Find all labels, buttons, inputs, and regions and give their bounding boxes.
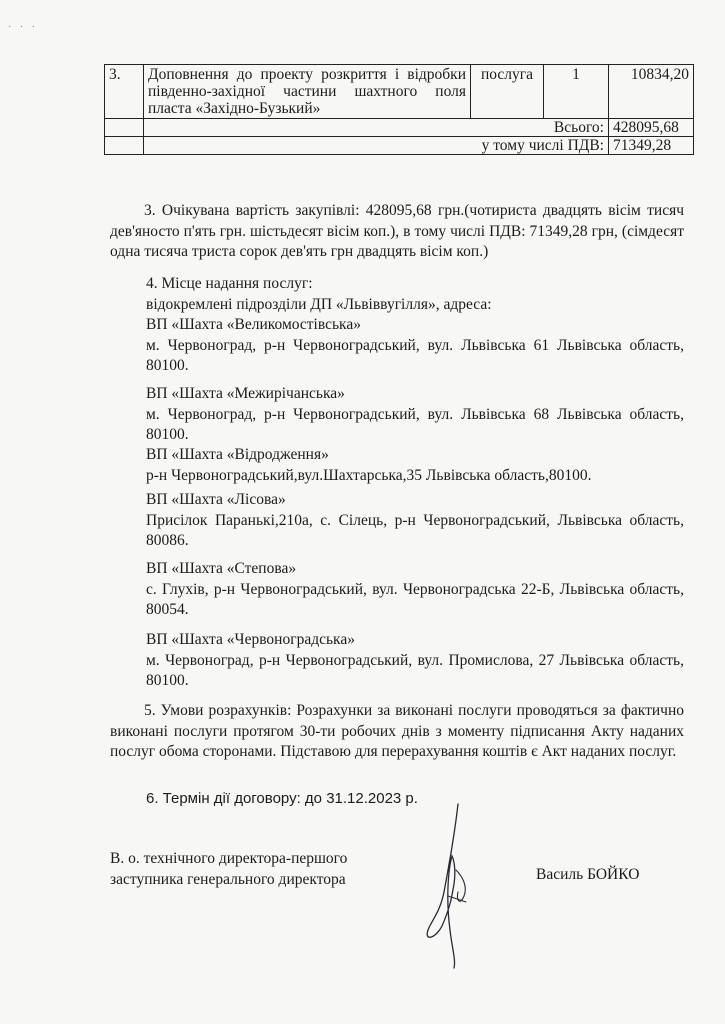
- unit-name: ВП «Шахта «Червоноградська»: [146, 631, 355, 648]
- signatory-title-line-2: заступника генерального директора: [110, 871, 346, 888]
- section-6-text: 6. Термін дії договору: до 31.12.2023 р.: [146, 790, 418, 807]
- section-5-text: 5. Умови розрахунків: Розрахунки за виконані послуги проводяться за фактично виконані послуги протягом 30-ти робочих днів з моменту підписання Акту наданих послуг обома сторонами. Підставою для перерахування коштів є Акт наданих послуг.: [110, 702, 684, 760]
- section-3-estimated-cost: [110, 201, 684, 263]
- unit-stepova: [146, 559, 684, 621]
- unit-address: м. Червоноград, р-н Червоноградський, вул. Львівська 61 Львівська область, 80100.: [146, 336, 684, 374]
- scan-artifact: · · ·: [8, 22, 38, 33]
- unit-address: р-н Червоноградський,вул.Шахтарська,35 Львівська область,80100.: [146, 466, 592, 484]
- unit-name: ВП «Шахта «Відродження»: [146, 446, 329, 463]
- signatory-title: [110, 848, 347, 890]
- services-table: [104, 64, 694, 155]
- unit-address: Присілок Паранькі,210а, с. Сілець, р-н Червоноградський, Львівська область, 80086.: [146, 511, 684, 549]
- unit-name: ВП «Шахта «Великомостівська»: [146, 316, 361, 333]
- unit-chervonohradska: [146, 630, 684, 692]
- section-4-intro: відокремлені підрозділи ДП «Львіввугілля», адреса:: [146, 295, 492, 313]
- total-value: 428095,68: [609, 119, 694, 137]
- table-row: [105, 65, 694, 119]
- unit-address: м. Червоноград, р-н Червоноградський, вул. Промислова, 27 Львівська область, 80100.: [146, 651, 684, 689]
- section-4-title: 4. Місце надання послуг:: [146, 275, 313, 292]
- unit-name: ВП «Шахта «Степова»: [146, 560, 297, 577]
- vat-value: 71349,28: [609, 137, 694, 155]
- unit-address: м. Червоноград, р-н Червоноградський, вул. Львівська 68 Львівська область, 80100.: [146, 405, 684, 443]
- row-unit: послуга: [471, 65, 544, 119]
- section-3-text: 3. Очікувана вартість закупівлі: 428095,68 грн.(чотириста двадцять вісім тисяч дев'яносто п'ять грн. шістьдесят вісім коп.), в тому числі ПДВ: 71349,28 грн, (сімдесят одна тисяча триста сорок дев'ять грн двадцять вісім коп.): [110, 202, 684, 260]
- signatory-title-line-1: В. о. технічного директора-першого: [110, 850, 348, 867]
- unit-name: ВП «Шахта «Межирічанська»: [146, 385, 345, 402]
- unit-lisova: [146, 490, 684, 552]
- unit-address: с. Глухів, р-н Червоноградський, вул. Червоноградська 22-Б, Львівська область, 80054.: [146, 580, 684, 618]
- unit-mezhyrichanska: [146, 384, 684, 446]
- total-label: Всього:: [144, 119, 609, 137]
- handwritten-signature: [418, 800, 498, 970]
- row-description: Доповнення до проекту розкриття і відробки південно-західної частини шахтного поля пласта «Західно-Бузький»: [144, 65, 471, 119]
- section-4-service-locations: [146, 274, 684, 315]
- row-quantity: 1: [544, 65, 609, 119]
- total-row: [105, 119, 694, 137]
- row-number: 3.: [105, 65, 144, 119]
- signatory-name: Василь БОЙКО: [536, 866, 640, 883]
- vat-row: [105, 137, 694, 155]
- unit-vidrodzhennia: [146, 445, 684, 486]
- vat-label: у тому числі ПДВ:: [144, 137, 609, 155]
- unit-velykomostivska: [146, 315, 684, 377]
- row-sum: 10834,20: [609, 65, 694, 119]
- section-6-contract-term: [146, 789, 666, 810]
- section-5-payment-terms: [110, 701, 684, 763]
- unit-name: ВП «Шахта «Лісова»: [146, 491, 286, 508]
